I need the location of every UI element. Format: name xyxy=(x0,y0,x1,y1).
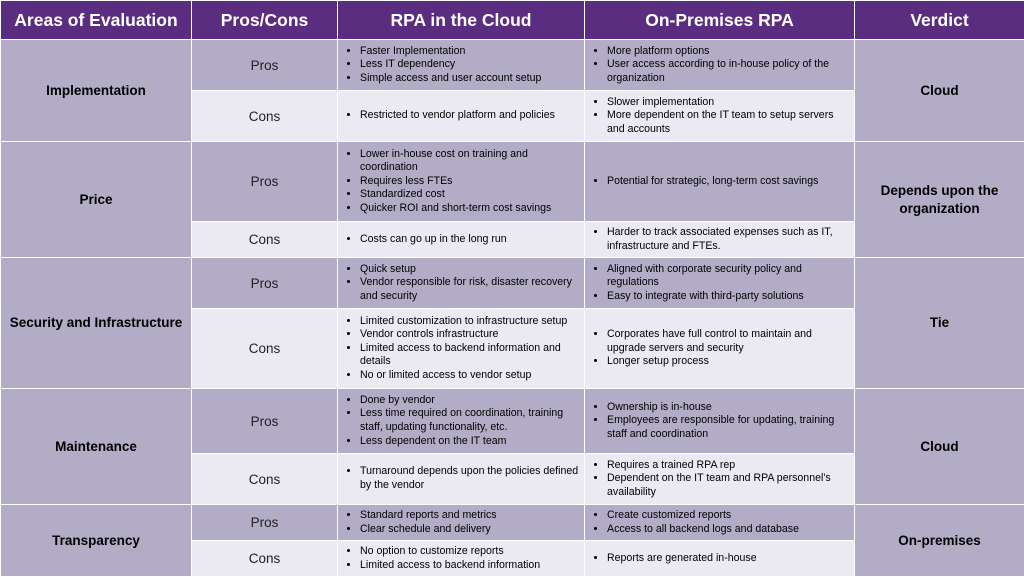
list-item: • Limited customization to infrastructure setup xyxy=(360,315,580,329)
bullet-list xyxy=(338,394,584,448)
list-item: • Restricted to vendor platform and policies xyxy=(360,109,580,123)
bullet-list xyxy=(585,509,854,536)
bullet-list xyxy=(585,459,854,500)
table-row-maintenance-pros xyxy=(1,389,1024,454)
cons-label: Cons xyxy=(192,454,338,505)
bullet-list xyxy=(585,328,854,369)
pros-label: Pros xyxy=(192,142,338,222)
pros-cloud-cell xyxy=(338,505,585,541)
verdict: Cloud xyxy=(855,40,1024,142)
list-item: • Less IT dependency xyxy=(360,58,580,72)
bullet-list xyxy=(585,552,854,566)
list-item: • Less time required on coordination, training staff, updating functionality, etc. xyxy=(360,407,580,434)
cons-onprem-cell xyxy=(585,541,855,577)
list-item: • Requires a trained RPA rep xyxy=(607,459,850,473)
bullet-list xyxy=(585,45,854,86)
cons-cloud-cell xyxy=(338,222,585,258)
list-item: • Harder to track associated expenses such as IT, infrastructure and FTEs. xyxy=(607,226,850,253)
list-item: • Easy to integrate with third-party solutions xyxy=(607,290,850,304)
bullet-list xyxy=(338,45,584,86)
verdict: On-premises xyxy=(855,505,1024,577)
area-name: Security and Infrastructure xyxy=(1,258,192,389)
list-item: • No option to customize reports xyxy=(360,545,580,559)
header-verdict: Verdict xyxy=(855,1,1024,40)
list-item: • Aligned with corporate security policy and regulations xyxy=(607,263,850,290)
cons-label: Cons xyxy=(192,541,338,577)
table-row-transparency-pros xyxy=(1,505,1024,541)
list-item: • Limited access to backend information and details xyxy=(360,342,580,369)
list-item: • Turnaround depends upon the policies defined by the vendor xyxy=(360,465,580,492)
bullet-list xyxy=(338,509,584,536)
pros-cloud-cell xyxy=(338,258,585,309)
header-areas: Areas of Evaluation xyxy=(1,1,192,40)
verdict: Tie xyxy=(855,258,1024,389)
list-item: • Potential for strategic, long-term cost savings xyxy=(607,175,850,189)
bullet-list xyxy=(585,401,854,442)
cons-cloud-cell xyxy=(338,541,585,577)
pros-label: Pros xyxy=(192,505,338,541)
list-item: • Standard reports and metrics xyxy=(360,509,580,523)
list-item: • Vendor controls infrastructure xyxy=(360,328,580,342)
area-name: Transparency xyxy=(1,505,192,577)
list-item: • Quicker ROI and short-term cost savings xyxy=(360,202,580,216)
list-item: • Access to all backend logs and database xyxy=(607,523,850,537)
list-item: • Costs can go up in the long run xyxy=(360,233,580,247)
list-item: • Requires less FTEs xyxy=(360,175,580,189)
table-row-price-pros xyxy=(1,142,1024,222)
list-item: • Slower implementation xyxy=(607,96,850,110)
pros-cloud-cell xyxy=(338,389,585,454)
list-item: • Employees are responsible for updating, training staff and coordination xyxy=(607,414,850,441)
list-item: • Less dependent on the IT team xyxy=(360,435,580,449)
bullet-list xyxy=(585,263,854,304)
pros-cloud-cell xyxy=(338,40,585,91)
header-cloud: RPA in the Cloud xyxy=(338,1,585,40)
list-item: • Standardized cost xyxy=(360,188,580,202)
list-item: • More dependent on the IT team to setup servers and accounts xyxy=(607,109,850,136)
bullet-list xyxy=(338,263,584,304)
verdict: Depends upon the organization xyxy=(855,142,1024,258)
list-item: • Corporates have full control to maintain and upgrade servers and security xyxy=(607,328,850,355)
pros-onprem-cell xyxy=(585,258,855,309)
list-item: • Simple access and user account setup xyxy=(360,72,580,86)
list-item: • Longer setup process xyxy=(607,355,850,369)
list-item: • Clear schedule and delivery xyxy=(360,523,580,537)
pros-onprem-cell xyxy=(585,142,855,222)
table-header xyxy=(1,1,1024,40)
pros-onprem-cell xyxy=(585,505,855,541)
list-item: • Faster Implementation xyxy=(360,45,580,59)
cons-label: Cons xyxy=(192,91,338,142)
list-item: • User access according to in-house policy of the organization xyxy=(607,58,850,85)
list-item: • Quick setup xyxy=(360,263,580,277)
pros-onprem-cell xyxy=(585,40,855,91)
pros-label: Pros xyxy=(192,258,338,309)
cons-label: Cons xyxy=(192,309,338,389)
bullet-list xyxy=(338,233,584,247)
header-row xyxy=(1,1,1024,40)
pros-cloud-cell xyxy=(338,142,585,222)
bullet-list xyxy=(338,315,584,383)
cons-onprem-cell xyxy=(585,454,855,505)
list-item: • Reports are generated in-house xyxy=(607,552,850,566)
list-item: • Vendor responsible for risk, disaster recovery and security xyxy=(360,276,580,303)
list-item: • Ownership is in-house xyxy=(607,401,850,415)
bullet-list xyxy=(338,109,584,123)
cons-cloud-cell xyxy=(338,454,585,505)
pros-onprem-cell xyxy=(585,389,855,454)
list-item: • Done by vendor xyxy=(360,394,580,408)
header-onprem: On-Premises RPA xyxy=(585,1,855,40)
list-item: • Limited access to backend information xyxy=(360,559,580,573)
cons-onprem-cell xyxy=(585,309,855,389)
bullet-list xyxy=(585,96,854,137)
cons-onprem-cell xyxy=(585,91,855,142)
pros-label: Pros xyxy=(192,389,338,454)
list-item: • Lower in-house cost on training and coordination xyxy=(360,148,580,175)
cons-cloud-cell xyxy=(338,309,585,389)
list-item: • Create customized reports xyxy=(607,509,850,523)
table-row-implementation-pros xyxy=(1,40,1024,91)
cons-label: Cons xyxy=(192,222,338,258)
area-name: Implementation xyxy=(1,40,192,142)
list-item: • Dependent on the IT team and RPA personnel's availability xyxy=(607,472,850,499)
pros-label: Pros xyxy=(192,40,338,91)
cons-cloud-cell xyxy=(338,91,585,142)
area-name: Maintenance xyxy=(1,389,192,505)
bullet-list xyxy=(585,226,854,253)
list-item: • More platform options xyxy=(607,45,850,59)
area-name: Price xyxy=(1,142,192,258)
table-body xyxy=(1,40,1024,577)
bullet-list xyxy=(338,545,584,572)
bullet-list xyxy=(338,148,584,216)
table-row-security-and-infrastructure-pros xyxy=(1,258,1024,309)
cons-onprem-cell xyxy=(585,222,855,258)
header-pros-cons: Pros/Cons xyxy=(192,1,338,40)
bullet-list xyxy=(585,175,854,189)
verdict: Cloud xyxy=(855,389,1024,505)
list-item: • No or limited access to vendor setup xyxy=(360,369,580,383)
bullet-list xyxy=(338,465,584,492)
